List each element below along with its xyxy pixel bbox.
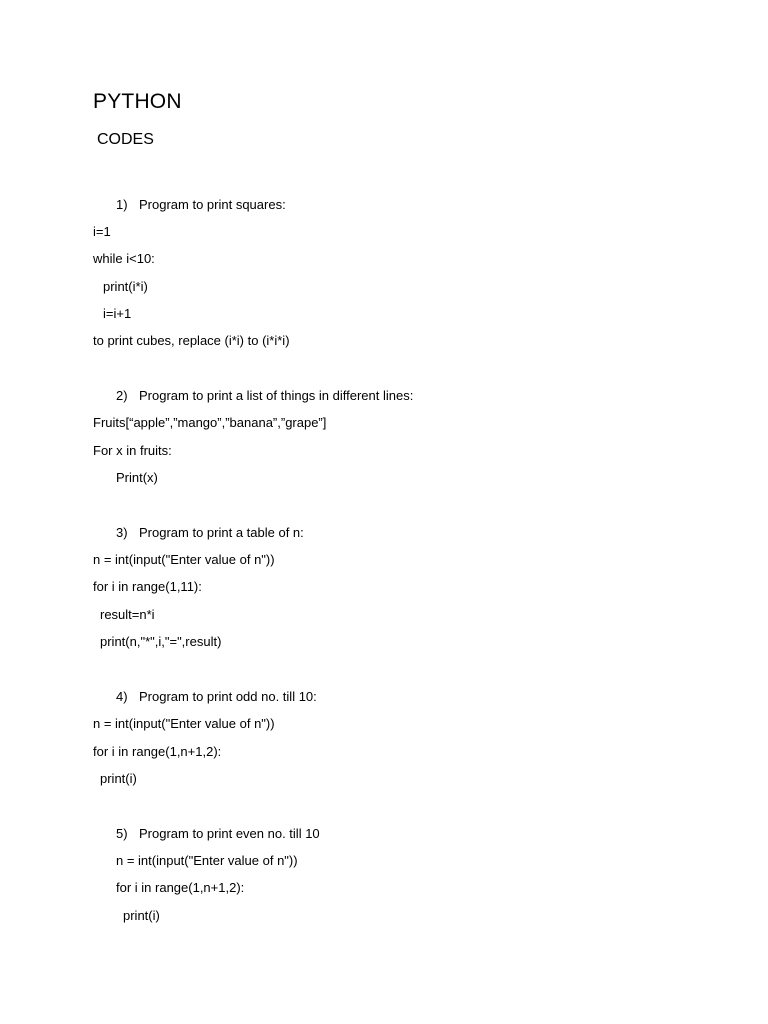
section-heading: Program to print a table of n:: [139, 525, 304, 540]
section-number: 2): [116, 388, 128, 403]
section-number: 4): [116, 689, 128, 704]
code-line: n = int(input("Enter value of n")): [93, 552, 275, 567]
code-line: Fruits[“apple”,”mango”,”banana”,”grape”]: [93, 415, 327, 430]
code-line: print(n,"*",i,"=",result): [100, 634, 222, 649]
code-line: result=n*i: [100, 607, 155, 622]
section-heading: Program to print even no. till 10: [139, 826, 320, 841]
section-number: 5): [116, 826, 128, 841]
code-line: For x in fruits:: [93, 443, 172, 458]
code-line: print(i): [100, 771, 137, 786]
document-title: PYTHON: [93, 90, 182, 113]
code-line: n = int(input("Enter value of n")): [116, 853, 298, 868]
section-heading: Program to print odd no. till 10:: [139, 689, 317, 704]
section-heading: Program to print a list of things in different lines:: [139, 388, 414, 403]
code-line: for i in range(1,n+1,2):: [116, 880, 245, 895]
code-line: for i in range(1,n+1,2):: [93, 744, 222, 759]
section-heading: Program to print squares:: [139, 197, 286, 212]
code-line: Print(x): [116, 470, 158, 485]
code-line: i=1: [93, 224, 111, 239]
code-line: print(i*i): [103, 279, 148, 294]
section-number: 1): [116, 197, 128, 212]
code-line: n = int(input("Enter value of n")): [93, 716, 275, 731]
section-number: 3): [116, 525, 128, 540]
document-subtitle: CODES: [97, 131, 154, 148]
code-line: print(i): [123, 908, 160, 923]
note-line: to print cubes, replace (i*i) to (i*i*i): [93, 333, 290, 348]
code-line: while i<10:: [93, 251, 155, 266]
code-line: for i in range(1,11):: [93, 579, 202, 594]
code-line: i=i+1: [103, 306, 132, 321]
